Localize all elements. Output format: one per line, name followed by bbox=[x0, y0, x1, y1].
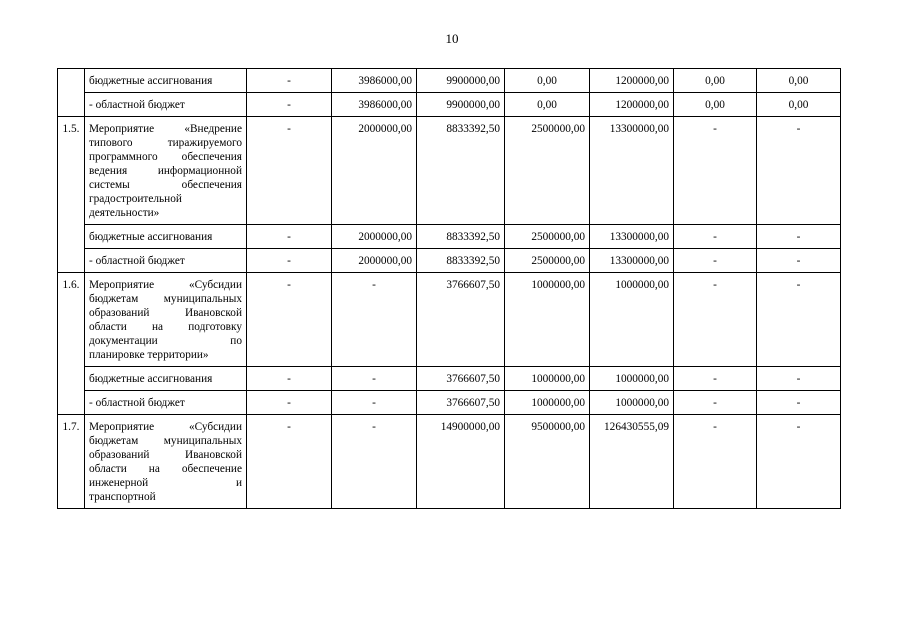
value-cell-c1: - bbox=[247, 249, 332, 273]
value-cell-c6: - bbox=[674, 273, 757, 367]
value-cell-c5: 1000000,00 bbox=[590, 367, 674, 391]
row-name-cell bbox=[85, 273, 247, 367]
page-number: 10 bbox=[445, 31, 459, 46]
row-name-cell bbox=[85, 117, 247, 225]
value-cell-c7: - bbox=[757, 225, 841, 249]
value-cell-c3: 3766607,50 bbox=[417, 367, 505, 391]
row-index-cell: 1.5. bbox=[58, 117, 85, 273]
value-cell-c4: 2500000,00 bbox=[505, 117, 590, 225]
name-line bbox=[89, 136, 242, 150]
name-word: муниципальных bbox=[163, 435, 242, 447]
name-word: Мероприятие bbox=[89, 279, 155, 291]
name-line bbox=[89, 122, 242, 136]
name-word: и bbox=[235, 477, 242, 489]
name-line bbox=[89, 292, 242, 306]
value-cell-c3: 8833392,50 bbox=[417, 249, 505, 273]
value-cell-c7: - bbox=[757, 367, 841, 391]
row-name-cell bbox=[85, 415, 247, 509]
name-line bbox=[89, 476, 242, 490]
value-cell-c3: 8833392,50 bbox=[417, 117, 505, 225]
value-cell-c6: - bbox=[674, 249, 757, 273]
value-cell-c4: 2500000,00 bbox=[505, 225, 590, 249]
name-word: образований bbox=[89, 449, 150, 461]
value-cell-c6: - bbox=[674, 415, 757, 509]
value-cell-c7: - bbox=[757, 249, 841, 273]
name-line bbox=[89, 434, 242, 448]
name-line bbox=[89, 164, 242, 178]
value-cell-c3: 3766607,50 bbox=[417, 273, 505, 367]
name-line: планировке территории» bbox=[89, 349, 209, 361]
value-cell-c2: - bbox=[332, 273, 417, 367]
value-cell-c2: 3986000,00 bbox=[332, 93, 417, 117]
name-line: деятельности» bbox=[89, 207, 160, 219]
value-cell-c6: - bbox=[674, 117, 757, 225]
name-word: области bbox=[89, 463, 127, 475]
table-row bbox=[58, 93, 841, 117]
name-word: Ивановской bbox=[185, 449, 242, 461]
table-row bbox=[58, 367, 841, 391]
value-cell-c4: 9500000,00 bbox=[505, 415, 590, 509]
value-cell-c5: 1000000,00 bbox=[590, 391, 674, 415]
value-cell-c6: - bbox=[674, 225, 757, 249]
name-word: системы bbox=[89, 179, 130, 191]
value-cell-c5: 13300000,00 bbox=[590, 117, 674, 225]
table-row bbox=[58, 415, 841, 509]
value-cell-c5: 1000000,00 bbox=[590, 273, 674, 367]
value-cell-c2: 2000000,00 bbox=[332, 249, 417, 273]
row-name-cell: - областной бюджет bbox=[85, 391, 247, 415]
name-line bbox=[89, 150, 242, 164]
value-cell-c2: - bbox=[332, 391, 417, 415]
value-cell-c5: 1200000,00 bbox=[590, 93, 674, 117]
value-cell-c3: 8833392,50 bbox=[417, 225, 505, 249]
name-word: бюджетам bbox=[89, 293, 139, 305]
name-word: обеспечения bbox=[181, 179, 242, 191]
value-cell-c3: 9900000,00 bbox=[417, 93, 505, 117]
name-word: ведения bbox=[89, 165, 128, 177]
value-cell-c1: - bbox=[247, 415, 332, 509]
value-cell-c6: 0,00 bbox=[674, 93, 757, 117]
row-name-cell: - областной бюджет bbox=[85, 93, 247, 117]
value-cell-c7: 0,00 bbox=[757, 93, 841, 117]
name-word: «Субсидии bbox=[188, 279, 242, 291]
name-word: обеспечения bbox=[181, 151, 242, 163]
table-row bbox=[58, 249, 841, 273]
row-index-cell bbox=[58, 69, 85, 117]
row-index-cell: 1.6. bbox=[58, 273, 85, 415]
name-line bbox=[89, 320, 242, 334]
row-name-cell: бюджетные ассигнования bbox=[85, 69, 247, 93]
table-row bbox=[58, 117, 841, 225]
name-line bbox=[89, 420, 242, 434]
value-cell-c1: - bbox=[247, 273, 332, 367]
value-cell-c4: 0,00 bbox=[505, 69, 590, 93]
value-cell-c6: - bbox=[674, 367, 757, 391]
value-cell-c3: 3766607,50 bbox=[417, 391, 505, 415]
name-word: типового bbox=[89, 137, 133, 149]
value-cell-c2: - bbox=[332, 415, 417, 509]
name-word: образований bbox=[89, 307, 150, 319]
value-cell-c5: 13300000,00 bbox=[590, 249, 674, 273]
value-cell-c4: 2500000,00 bbox=[505, 249, 590, 273]
name-line bbox=[89, 306, 242, 320]
name-word: тиражируемого bbox=[167, 137, 242, 149]
name-word: документации bbox=[89, 335, 158, 347]
name-line: градостроительной bbox=[89, 193, 182, 205]
name-line bbox=[89, 448, 242, 462]
name-word: «Субсидии bbox=[188, 421, 242, 433]
name-word: информационной bbox=[157, 165, 242, 177]
name-word: Ивановской bbox=[185, 307, 242, 319]
name-line: транспортной bbox=[89, 491, 156, 503]
value-cell-c1: - bbox=[247, 391, 332, 415]
value-cell-c2: 2000000,00 bbox=[332, 225, 417, 249]
row-name-cell: бюджетные ассигнования bbox=[85, 367, 247, 391]
row-name-cell: бюджетные ассигнования bbox=[85, 225, 247, 249]
budget-table bbox=[57, 68, 841, 509]
value-cell-c3: 9900000,00 bbox=[417, 69, 505, 93]
value-cell-c1: - bbox=[247, 69, 332, 93]
name-word: «Внедрение bbox=[184, 123, 242, 135]
name-word: Мероприятие bbox=[89, 123, 155, 135]
name-word: обеспечение bbox=[181, 463, 242, 475]
name-word: бюджетам bbox=[89, 435, 139, 447]
value-cell-c7: - bbox=[757, 415, 841, 509]
value-cell-c1: - bbox=[247, 93, 332, 117]
name-line bbox=[89, 278, 242, 292]
name-line bbox=[89, 334, 242, 348]
value-cell-c1: - bbox=[247, 117, 332, 225]
value-cell-c4: 1000000,00 bbox=[505, 273, 590, 367]
table-row bbox=[58, 273, 841, 367]
value-cell-c5: 126430555,09 bbox=[590, 415, 674, 509]
value-cell-c2: 2000000,00 bbox=[332, 117, 417, 225]
name-word: по bbox=[230, 335, 242, 347]
name-word: на bbox=[148, 463, 160, 475]
name-word: подготовку bbox=[188, 321, 242, 333]
name-word: Мероприятие bbox=[89, 421, 155, 433]
value-cell-c6: - bbox=[674, 391, 757, 415]
value-cell-c4: 1000000,00 bbox=[505, 367, 590, 391]
name-word: программного bbox=[89, 151, 158, 163]
value-cell-c6: 0,00 bbox=[674, 69, 757, 93]
value-cell-c7: - bbox=[757, 391, 841, 415]
row-index-cell: 1.7. bbox=[58, 415, 85, 509]
value-cell-c4: 1000000,00 bbox=[505, 391, 590, 415]
table-row bbox=[58, 391, 841, 415]
value-cell-c2: 3986000,00 bbox=[332, 69, 417, 93]
value-cell-c7: - bbox=[757, 117, 841, 225]
value-cell-c4: 0,00 bbox=[505, 93, 590, 117]
name-word: муниципальных bbox=[163, 293, 242, 305]
name-word: инженерной bbox=[89, 477, 149, 489]
value-cell-c3: 14900000,00 bbox=[417, 415, 505, 509]
name-line bbox=[89, 462, 242, 476]
value-cell-c2: - bbox=[332, 367, 417, 391]
row-name-cell: - областной бюджет bbox=[85, 249, 247, 273]
value-cell-c1: - bbox=[247, 225, 332, 249]
value-cell-c1: - bbox=[247, 367, 332, 391]
name-word: области bbox=[89, 321, 127, 333]
value-cell-c7: - bbox=[757, 273, 841, 367]
value-cell-c5: 1200000,00 bbox=[590, 69, 674, 93]
value-cell-c5: 13300000,00 bbox=[590, 225, 674, 249]
table-row bbox=[58, 69, 841, 93]
name-line bbox=[89, 178, 242, 192]
name-word: на bbox=[151, 321, 164, 333]
value-cell-c7: 0,00 bbox=[757, 69, 841, 93]
table-row bbox=[58, 225, 841, 249]
